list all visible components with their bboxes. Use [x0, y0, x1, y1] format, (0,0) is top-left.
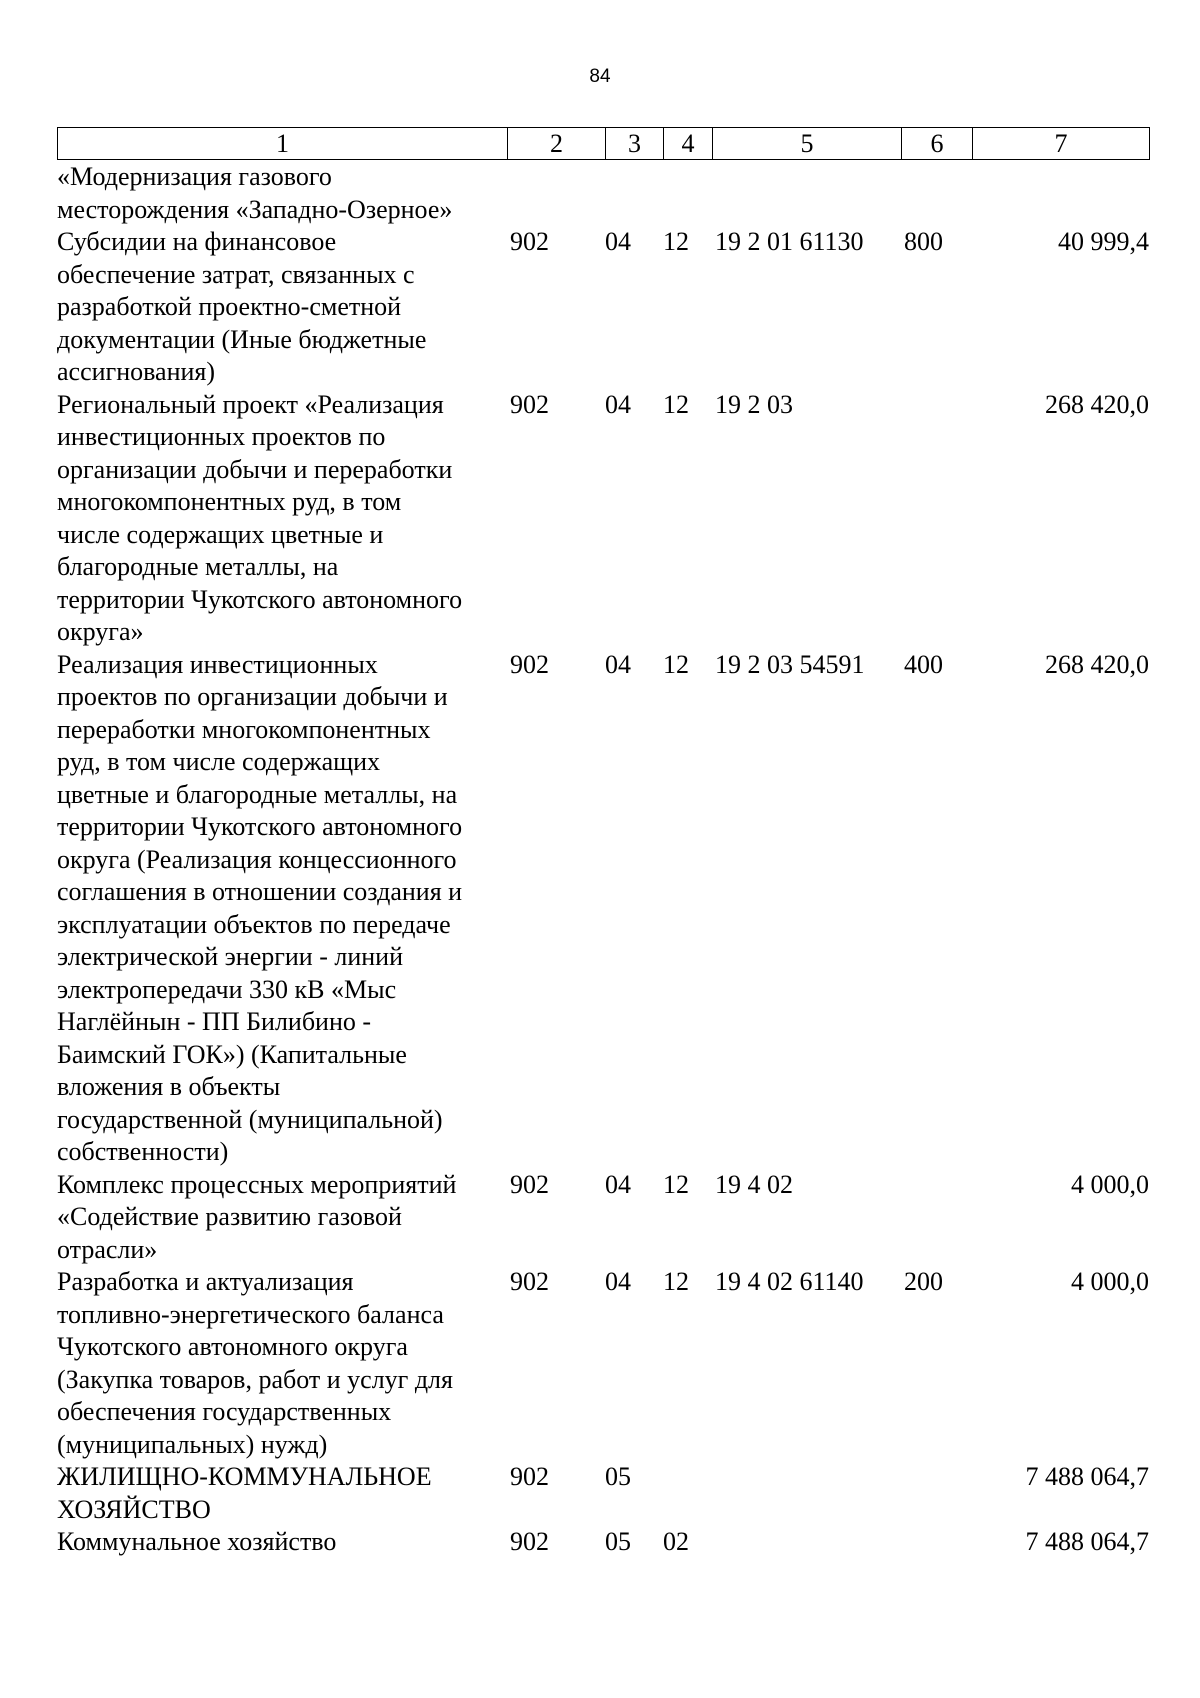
header-col-6: 6: [902, 128, 973, 160]
row-target-article: 19 2 03: [715, 389, 793, 419]
table-row: [57, 1266, 1149, 1461]
row-amount: 268 420,0: [1045, 649, 1149, 679]
row-ministry-code: 902: [510, 1462, 549, 1491]
row-amount: [972, 161, 1149, 226]
row-section: 05: [605, 1527, 631, 1556]
row-name: Комплекс процессных мероприятий «Содействие развитию газовой отрасли»: [57, 1169, 457, 1264]
header-col-4: 4: [664, 128, 713, 160]
header-col-5: 5: [713, 128, 902, 160]
table-row: [57, 389, 1149, 649]
row-expense-type: [901, 1169, 972, 1267]
row-name: Коммунальное хозяйство: [57, 1527, 337, 1556]
row-ministry-code: 902: [510, 649, 549, 679]
row-expense-type: 400: [904, 649, 943, 679]
header-col-7: 7: [973, 128, 1150, 160]
header-col-1: 1: [58, 128, 508, 160]
header-row: [58, 128, 1150, 160]
row-expense-type: 800: [904, 227, 943, 256]
row-target-article: 19 2 03 54591: [715, 649, 865, 679]
row-target-article: [712, 161, 901, 226]
row-expense-type: [901, 161, 972, 226]
row-target-article: 19 4 02: [715, 1169, 793, 1199]
row-section: 04: [605, 227, 631, 256]
row-subsection: 12: [663, 1169, 689, 1199]
row-ministry-code: [507, 161, 605, 226]
row-section: 04: [605, 649, 631, 679]
row-section: 05: [605, 1462, 631, 1491]
header-col-3: 3: [606, 128, 664, 160]
row-ministry-code: 902: [510, 1527, 549, 1556]
row-section: 04: [605, 1267, 631, 1296]
row-subsection: 12: [663, 1267, 689, 1296]
row-ministry-code: 902: [510, 1267, 549, 1296]
budget-table: [57, 161, 1149, 1559]
row-expense-type: 200: [904, 1267, 943, 1296]
row-expense-type: [901, 389, 972, 649]
row-expense-type: [901, 1461, 972, 1526]
row-name: Реализация инвестиционных проектов по организации добычи и переработки многокомпонентных руд, в том числе содержащих цветные и благородные металлы, на территории Чукотского автономного округа (Реализация концессионного соглашения в отношении создания и эксплуатации объектов по передаче электрической энергии - линий электропередачи 330 кВ «Мыс Наглёйнын - ПП Билибино - Баимский ГОК») (Капитальные вложения в объекты государственной (муниципальной) собственности): [57, 649, 463, 1166]
row-name: ЖИЛИЩНО-КОММУНАЛЬНОЕ ХОЗЯЙСТВО: [57, 1462, 432, 1524]
row-subsection: 12: [663, 389, 689, 419]
row-name: Региональный проект «Реализация инвестиционных проектов по организации добычи и переработки многокомпонентных руд, в том числе содержащих цветные и благородные металлы, на территории Чукотского автономного округа»: [57, 389, 463, 646]
row-subsection: 12: [663, 649, 689, 679]
row-amount: 268 420,0: [1045, 389, 1149, 419]
row-amount: 7 488 064,7: [1025, 1462, 1149, 1491]
row-section: 04: [605, 1169, 631, 1199]
row-section: 04: [605, 389, 631, 419]
row-name: Субсидии на финансовое обеспечение затрат, связанных с разработкой проектно-сметной документации (Иные бюджетные ассигнования): [57, 227, 427, 386]
row-subsection: [663, 1461, 712, 1526]
row-name: Разработка и актуализация топливно-энергетического баланса Чукотского автономного округа (Закупка товаров, работ и услуг для обеспечения государственных (муниципальных) нужд): [57, 1267, 453, 1459]
row-amount: 40 999,4: [1058, 227, 1149, 256]
row-ministry-code: 902: [510, 227, 549, 256]
row-amount: 4 000,0: [1071, 1169, 1149, 1199]
row-section: [605, 161, 663, 226]
table-row: [57, 161, 1149, 226]
row-target-article: [712, 1526, 901, 1559]
table-row: [57, 1169, 1149, 1267]
table-row: [57, 649, 1149, 1169]
row-expense-type: [901, 1526, 972, 1559]
row-ministry-code: 902: [510, 389, 549, 419]
table-row: [57, 226, 1149, 389]
row-target-article: 19 4 02 61140: [715, 1267, 864, 1296]
table-header: [57, 127, 1150, 160]
row-subsection: [663, 161, 712, 226]
row-amount: 7 488 064,7: [1025, 1527, 1149, 1556]
row-name: «Модернизация газового месторождения «Западно-Озерное»: [57, 162, 453, 224]
row-target-article: [712, 1461, 901, 1526]
row-ministry-code: 902: [510, 1169, 549, 1199]
row-amount: 4 000,0: [1071, 1267, 1149, 1296]
header-col-2: 2: [508, 128, 606, 160]
table-row: [57, 1526, 1149, 1559]
table-row: [57, 1461, 1149, 1526]
page-number: 84: [589, 66, 611, 87]
row-subsection: 02: [663, 1527, 689, 1556]
row-target-article: 19 2 01 61130: [715, 227, 864, 256]
row-subsection: 12: [663, 227, 689, 256]
